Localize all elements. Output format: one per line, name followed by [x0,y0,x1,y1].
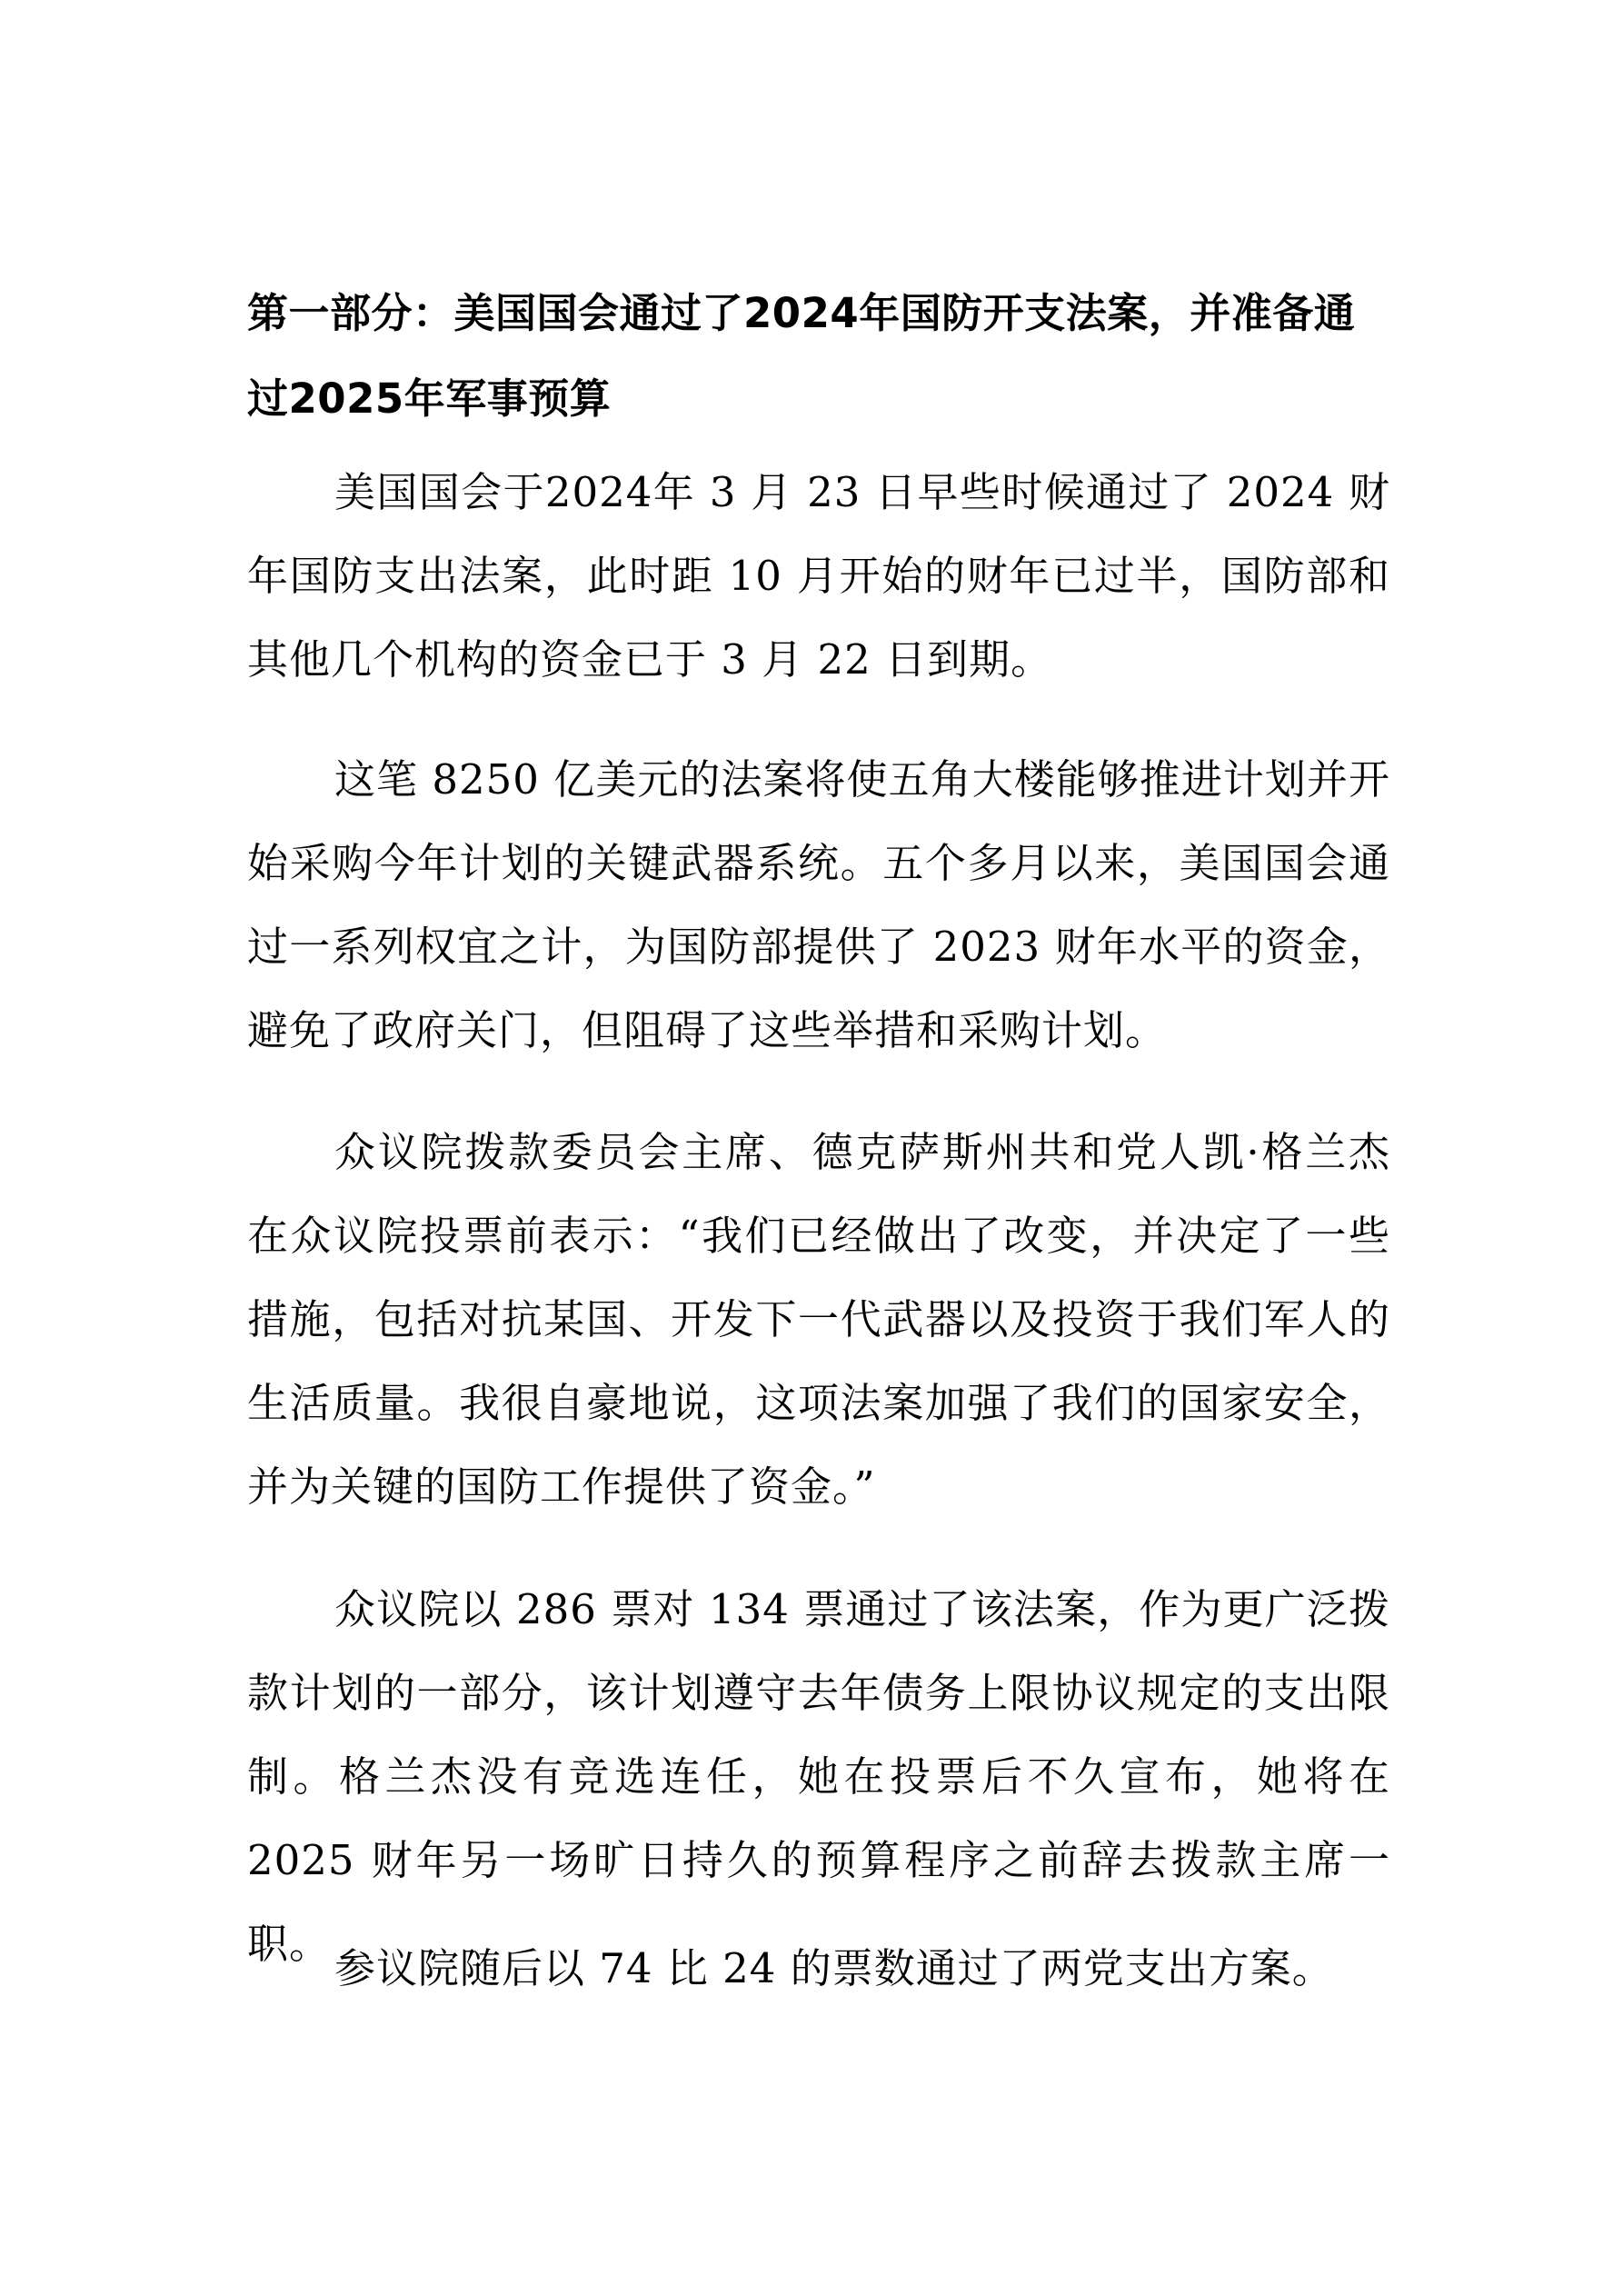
paragraph-4: 众议院以 286 票对 134 票通过了该法案，作为更广泛拨款计划的一部分，该计划遵守去年债务上限协议规定的支出限制。格兰杰没有竞选连任，她在投票后不久宣布，她将在 2025 财年另一场旷日持久的预算程序之前辞去拨款主席一职。 [247,1585,1390,1968]
paragraph-3: 众议院拨款委员会主席、德克萨斯州共和党人凯·格兰杰在众议院投票前表示：“我们已经做出了改变，并决定了一些措施，包括对抗某国、开发下一代武器以及投资于我们军人的生活质量。我很自豪地说，这项法案加强了我们的国家安全，并为关键的国防工作提供了资金。” [247,1128,1390,1511]
paragraph-2: 这笔 8250 亿美元的法案将使五角大楼能够推进计划并开始采购今年计划的关键武器系统。五个多月以来，美国国会通过一系列权宜之计，为国防部提供了 2023 财年水平的资金，避免了政府关门，但阻碍了这些举措和采购计划。 [247,755,1390,1054]
section-heading: 第一部分：美国国会通过了2024年国防开支法案，并准备通过2025年军事预算 [247,289,1356,423]
paragraph-5: 参议院随后以 74 比 24 的票数通过了两党支出方案。 [334,1944,1334,1992]
paragraph-1: 美国国会于2024年 3 月 23 日早些时候通过了 2024 财年国防支出法案，此时距 10 月开始的财年已过半，国防部和其他几个机构的资金已于 3 月 22 日到期。 [247,468,1390,684]
